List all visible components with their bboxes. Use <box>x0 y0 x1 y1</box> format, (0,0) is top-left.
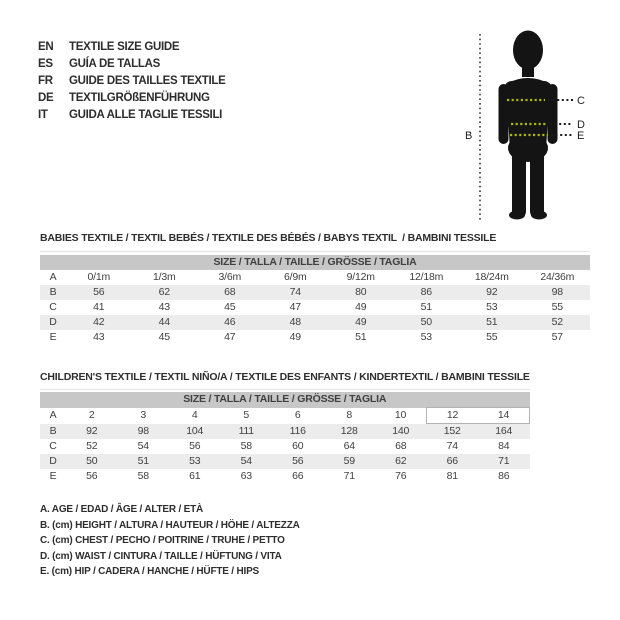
size-cell: 84 <box>498 440 510 452</box>
size-cell: 86 <box>394 285 460 300</box>
size-cell: 49 <box>328 315 394 330</box>
row-label: D <box>40 454 66 469</box>
size-cell: 0/1m <box>87 271 111 283</box>
size-cell: 74 <box>446 440 458 452</box>
size-cell: 80 <box>328 285 394 300</box>
row-label: E <box>49 470 57 482</box>
size-cell: 62 <box>132 285 198 300</box>
size-cell: 81 <box>446 470 458 482</box>
babies-table-header-row <box>40 255 590 270</box>
language-label: GUIDA ALLE TAGLIE TESSILI <box>69 108 223 121</box>
size-cell: 92 <box>459 285 525 300</box>
size-cell: 128 <box>324 424 376 440</box>
table-row <box>40 270 590 285</box>
size-cell: 52 <box>86 440 98 452</box>
size-cell: 98 <box>118 424 170 440</box>
size-cell: 86 <box>498 470 510 482</box>
size-cell: 50 <box>66 454 118 469</box>
children-size-table <box>40 392 530 484</box>
size-cell: 54 <box>137 440 149 452</box>
size-cell: 47 <box>224 331 236 343</box>
size-cell: 56 <box>66 285 132 300</box>
language-row-fr <box>38 72 226 89</box>
size-cell: 41 <box>93 301 105 313</box>
language-list <box>38 38 226 123</box>
size-cell: 43 <box>93 331 105 343</box>
size-cell: 49 <box>355 301 367 313</box>
language-label: TEXTILGRÖßENFÜHRUNG <box>69 91 210 104</box>
size-cell: 43 <box>158 301 170 313</box>
size-cell: 42 <box>66 315 132 330</box>
size-cell: 57 <box>551 331 563 343</box>
size-cell: 116 <box>272 424 324 440</box>
size-cell: 51 <box>459 315 525 330</box>
size-cell: 51 <box>420 301 432 313</box>
size-cell: 6/9m <box>283 271 307 283</box>
table-row <box>40 330 590 345</box>
table-row <box>40 454 530 469</box>
child-silhouette-figure <box>463 24 593 229</box>
size-cell: 56 <box>189 440 201 452</box>
size-cell: 59 <box>324 454 376 469</box>
size-cell: 51 <box>118 454 170 469</box>
table-row <box>40 408 530 424</box>
row-label: E <box>49 331 57 343</box>
size-cell: 71 <box>343 470 355 482</box>
size-cell: 63 <box>240 470 252 482</box>
size-cell: 66 <box>292 470 304 482</box>
size-cell-highlighted: 12 <box>427 408 479 424</box>
table-row <box>40 285 590 300</box>
children-table-header-row <box>40 392 530 408</box>
size-cell: 64 <box>343 440 355 452</box>
size-cell: 53 <box>486 301 498 313</box>
size-cell: 53 <box>420 331 432 343</box>
size-cell: 51 <box>355 331 367 343</box>
legend-row-waist: D. (cm) WAIST / CINTURA / TAILLE / HÜFTUNG / VITA <box>40 550 282 562</box>
size-cell: 76 <box>395 470 407 482</box>
size-cell: 3 <box>140 409 147 421</box>
language-label: TEXTILE SIZE GUIDE <box>69 40 180 53</box>
chest-label: C <box>577 95 585 107</box>
hip-label: E <box>577 130 585 142</box>
size-cell: 47 <box>289 301 301 313</box>
size-cell: 58 <box>137 470 149 482</box>
size-cell: 2 <box>88 409 95 421</box>
language-label: GUIDE DES TAILLES TEXTILE <box>69 74 226 87</box>
legend-row-chest: C. (cm) CHEST / PECHO / POITRINE / TRUHE / PETTO <box>40 535 285 546</box>
size-cell: 152 <box>427 424 479 440</box>
size-cell: 55 <box>551 301 563 313</box>
size-cell: 50 <box>394 315 460 330</box>
size-cell: 5 <box>243 409 250 421</box>
waist-label: D <box>577 119 585 131</box>
size-cell: 10 <box>394 409 407 421</box>
table-row <box>40 469 530 484</box>
babies-size-table <box>40 255 590 345</box>
size-cell: 54 <box>221 454 273 469</box>
size-cell: 44 <box>132 315 198 330</box>
row-label: C <box>49 440 57 452</box>
size-cell: 9/12m <box>346 271 375 283</box>
size-cell: 111 <box>221 424 273 440</box>
row-label: D <box>40 315 66 330</box>
language-code: FR <box>38 74 53 87</box>
size-cell: 164 <box>478 424 530 440</box>
table-row <box>40 424 530 440</box>
size-cell: 56 <box>86 470 98 482</box>
language-code: EN <box>38 40 54 53</box>
size-cell: 92 <box>66 424 118 440</box>
size-cell: 3/6m <box>218 271 242 283</box>
size-cell-highlighted: 14 <box>478 408 530 424</box>
legend-row-height: B. (cm) HEIGHT / ALTURA / HAUTEUR / HÖHE / ALTEZZA <box>40 519 300 531</box>
language-row-en <box>38 38 226 55</box>
size-cell: 45 <box>158 331 170 343</box>
language-row-it <box>38 106 226 123</box>
children-section-title: CHILDREN'S TEXTILE / TEXTIL NIÑO/A / TEXTILE DES ENFANTS / KINDERTEXTIL / BAMBINI TESSILE <box>40 371 530 383</box>
size-cell: 98 <box>525 285 591 300</box>
size-cell: 45 <box>224 301 236 313</box>
size-cell: 68 <box>197 285 263 300</box>
size-cell: 61 <box>189 470 201 482</box>
babies-section-title: BABIES TEXTILE / TEXTIL BEBÉS / TEXTILE DES BÉBÉS / BABYS TEXTIL / BAMBINI TESSILE <box>40 232 497 244</box>
size-cell: 74 <box>263 285 329 300</box>
size-cell: 68 <box>395 440 407 452</box>
language-label: GUÍA DE TALLAS <box>69 57 160 70</box>
size-cell: 140 <box>375 424 427 440</box>
language-code: IT <box>38 108 48 121</box>
size-cell: 66 <box>427 454 479 469</box>
size-cell: 12/18m <box>409 271 444 283</box>
child-silhouette <box>499 31 558 220</box>
height-label: B <box>464 130 472 142</box>
language-code: ES <box>38 57 53 70</box>
row-label: A <box>49 271 57 283</box>
size-cell: 58 <box>240 440 252 452</box>
size-cell: 18/24m <box>474 271 509 283</box>
row-label: B <box>40 285 66 300</box>
language-code: DE <box>38 91 54 104</box>
size-header-bar: SIZE / TALLA / TAILLE / GRÖSSE / TAGLIA <box>40 392 530 408</box>
size-cell: 24/36m <box>540 271 575 283</box>
size-cell: 104 <box>169 424 221 440</box>
size-cell: 49 <box>289 331 301 343</box>
table-row <box>40 315 590 330</box>
size-cell: 55 <box>486 331 498 343</box>
size-cell: 56 <box>272 454 324 469</box>
row-label: C <box>49 301 57 313</box>
size-cell: 46 <box>197 315 263 330</box>
size-header-bar: SIZE / TALLA / TAILLE / GRÖSSE / TAGLIA <box>40 255 590 270</box>
table-row <box>40 300 590 315</box>
size-cell: 53 <box>169 454 221 469</box>
size-cell: 71 <box>478 454 530 469</box>
size-cell: 48 <box>263 315 329 330</box>
size-cell: 6 <box>294 409 301 421</box>
language-row-de <box>38 89 226 106</box>
size-cell: 60 <box>292 440 304 452</box>
size-cell: 8 <box>346 409 353 421</box>
table-row <box>40 439 530 454</box>
size-cell: 52 <box>525 315 591 330</box>
row-label: B <box>40 424 66 440</box>
language-row-es <box>38 55 226 72</box>
size-cell: 4 <box>191 409 198 421</box>
children-table-topline <box>40 389 530 390</box>
size-cell: 1/3m <box>152 271 176 283</box>
row-label: A <box>49 409 57 421</box>
legend-row-hip: E. (cm) HIP / CADERA / HANCHE / HÜFTE / HIPS <box>40 566 260 577</box>
legend-row-age: A. AGE / EDAD / ÂGE / ALTER / ETÀ <box>40 504 204 515</box>
size-cell: 62 <box>375 454 427 469</box>
babies-table-topline <box>40 251 590 252</box>
measurement-legend <box>40 502 300 580</box>
